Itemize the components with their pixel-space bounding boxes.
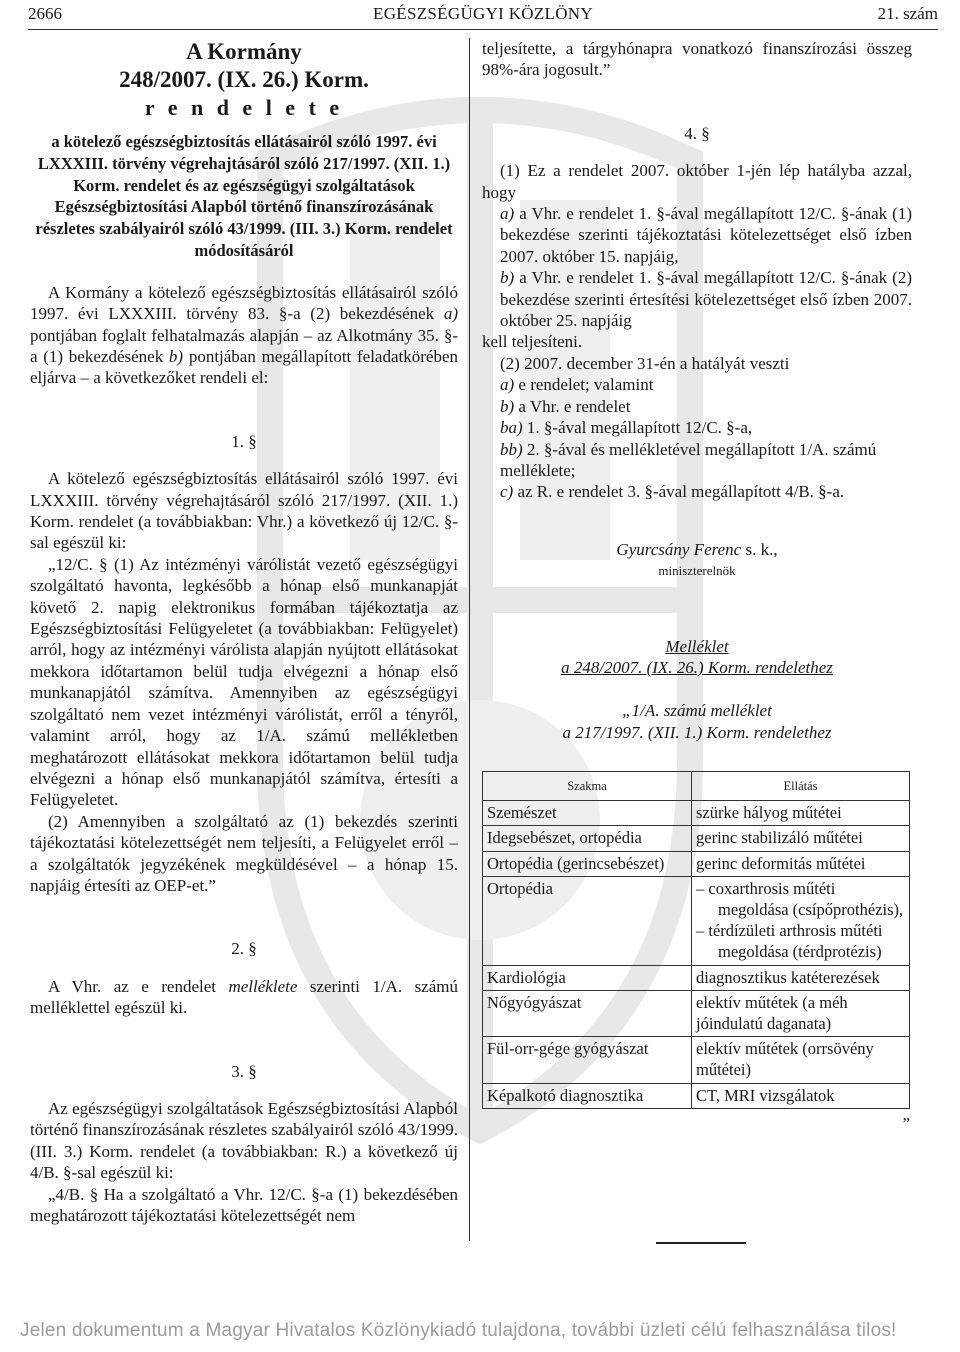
cell-szakma: Ortopédia [483,876,692,965]
left-column [30,38,458,1226]
section-4-kell: kell teljesíteni. [482,332,583,352]
section-3-intro: Az egészségügyi szolgáltatások Egészségbiztosítási Alapból történő finanszírozásának részletes szabályairól szóló 43/1999. (III. 3.) Korm. rendelet (a továbbiakban: R.) a következő új 4/B. §-sal egészül ki: [30,1098,458,1183]
section-1-heading: 1. § [231,431,257,451]
table-row [483,801,910,826]
issue-number: 21. szám [877,4,938,23]
cell-szakma: Ortopédia (gerincsebészet) [483,851,692,876]
cell-szakma: Idegsebészet, ortopédia [483,826,692,851]
annex-subtitle-reference: a 217/1997. (XII. 1.) Korm. rendelethez [562,722,832,742]
header-rule [28,29,938,30]
cell-ellatas: szürke hályog műtétei [692,801,910,826]
cell-szakma: Szemészet [483,801,692,826]
cell-ellatas: elektív műtétek (a méh jóindulatú daganata) [692,990,910,1036]
section-2-heading: 2. § [231,939,257,959]
decree-type: r e n d e l e t e [144,95,344,120]
section-4-2-item-b: b) a Vhr. e rendelet [500,396,631,416]
ownership-notice: Jelen dokumentum a Magyar Hivatalos Közlönykiadó tulajdona, további üzleti célú felhasználása tilos! [20,1320,897,1341]
ellatas-line: – coxarthrosis műtéti megoldása (csípőprothézis), [696,878,904,919]
closing-rule [656,1242,746,1244]
table-row [483,851,910,876]
cell-szakma: Képalkotó diagnosztika [483,1083,692,1108]
right-column [482,38,912,1134]
section-4-item-b: b) a Vhr. e rendelet 1. §-ával megállapított 12/C. §-ának (2) bekezdése szerinti értesítési kötelezettséget első ízben 2007. október 25. napjáig [500,268,912,331]
section-4-2-item-ba: ba) 1. §-ával megállapított 12/C. §-a, [500,418,753,438]
section-1-para-1: „12/C. § (1) Az intézményi várólistát vezető egészségügyi szolgáltató havonta, legkésőbb a hónap első munkanapját követő 2. napig elektronikus formában tájékoztatja az Egészségbiztosítási Felügyeletet (a továbbiakban: Felügyelet) arról, hogy az intézményi várólista alapján nyújtott ellátásokat mekkora időtartamon belül tudja elvégezni a hónap első munkanapjától számítva. Amennyiben az egészségügyi szolgáltató nem vezet intézményi várólistát, erről a tényről, valamint arról, hogy az 1/A. számú mellékletben meghatározott ellátásokat mekkora időtartamon belül tudja elvégezni a hónap első munkanapjától számítva, értesíti a Felügyeletet. [30,554,458,810]
journal-title: EGÉSZSÉGÜGYI KÖZLÖNY [373,4,593,23]
table-row [483,1037,910,1083]
section-1-intro: A kötelező egészségbiztosítás ellátásairól szóló 1997. évi LXXXIII. törvény végrehajtásáról szóló 217/1997. (XII. 1.) Korm. rendelet (a továbbiakban: Vhr.) a következő új 12/C. §-sal egészül ki: [30,469,458,553]
column-divider [469,38,470,1241]
page-header [28,4,938,28]
preamble: A Kormány a kötelező egészségbiztosítás ellátásairól szóló 1997. évi LXXXIII. törvény 83. §-a (2) bekezdésének a) pontjában foglalt felhatalmazás alapján – az Alkotmány 35. §-a (1) bekezdésének b) pontjában megállapított feladatkörében eljárva – a következőket rendeli el: [30,282,458,388]
decree-issuer: A Kormány [186,39,302,64]
cell-ellatas: gerinc deformitás műtétei [692,851,910,876]
annex-subtitle: „1/A. számú melléklet [622,701,772,721]
section-4-item-a: a) a Vhr. e rendelet 1. §-ával megállapított 12/C. §-ának (1) bekezdése szerinti tájékoztatási kötelezettséget első ízben 2007. október 15. napjáig, [500,204,912,266]
cell-szakma: Fül-orr-gége gyógyászat [483,1037,692,1083]
cell-szakma: Nőgyógyászat [483,990,692,1036]
continued-text: teljesítette, a tárgyhónapra vonatkozó finanszírozási összeg 98%-ára jogosult.” [482,39,912,80]
table-row [483,1083,910,1108]
section-2-text: A Vhr. az e rendelet melléklete szerinti 1/A. számú melléklettel egészül ki. [30,976,458,1018]
decree-subject: a kötelező egészségbiztosítás ellátásairól szóló 1997. évi LXXXIII. törvény végrehajtásáról szóló 217/1997. (XII. 1.) Korm. rendelet és az egészségügyi szolgáltatások Egészségbiztosítási Alapból történő finanszírozásának részletes szabályairól szóló 43/1999. (III. 3.) Korm. rendelet módosításáról [35,132,453,260]
signature: Gyurcsány Ferenc s. k., [616,539,778,559]
cell-ellatas: diagnosztikus katéterezések [692,965,910,990]
table-row [483,876,910,965]
section-4-2-item-bb: bb) 2. §-ával és mellékletével megállapított 1/A. számú melléklete; [500,439,877,480]
header-ellatas: Ellátás [692,772,910,801]
cell-ellatas: elektív műtétek (orrsövény műtétei) [692,1037,910,1083]
section-4-para-2: (2) 2007. december 31-én a hatályát veszti [500,353,790,373]
cell-szakma: Kardiológia [483,965,692,990]
section-4-2-item-a: a) e rendelet; valamint [500,375,654,395]
cell-ellatas [692,876,910,965]
page-number: 2666 [28,4,62,23]
table-row [483,826,910,851]
cell-ellatas: CT, MRI vizsgálatok [692,1083,910,1108]
table-row [483,965,910,990]
cell-ellatas: gerinc stabilizáló műtétei [692,826,910,851]
section-4-2-item-c: c) az R. e rendelet 3. §-ával megállapított 4/B. §-a. [500,482,845,502]
signature-title: miniszterelnök [658,563,736,579]
annex-reference: a 248/2007. (IX. 26.) Korm. rendelethez [561,657,833,677]
ellatas-line: – térdízületi arthrosis műtéti megoldása (térdprotézis) [696,921,883,962]
section-1-para-2: (2) Amennyiben a szolgáltató az (1) bekezdés szerinti tájékoztatási kötelezettségét nem teljesíti, a Felügyelet erről – a szolgáltatók jegyzékének megküldésével – a hónap 15. napjáig értesíti az OEP-et.” [30,811,458,895]
section-4-heading: 4. § [684,123,710,143]
section-3-heading: 3. § [231,1061,257,1081]
annex-title: Melléklet [665,636,729,656]
section-4-para-1: (1) Ez a rendelet 2007. október 1-jén lép hatályba azzal, hogy [482,161,912,202]
annex-table [482,771,910,1109]
table-header-row [483,772,910,801]
table-row [483,990,910,1036]
decree-number: 248/2007. (IX. 26.) Korm. [119,67,369,92]
closing-quote: ” [902,1113,910,1133]
header-szakma: Szakma [483,772,692,801]
section-3-para-1: „4/B. § Ha a szolgáltató a Vhr. 12/C. §-a (1) bekezdésében meghatározott tájékoztatási kötelezettségét nem [30,1184,458,1225]
